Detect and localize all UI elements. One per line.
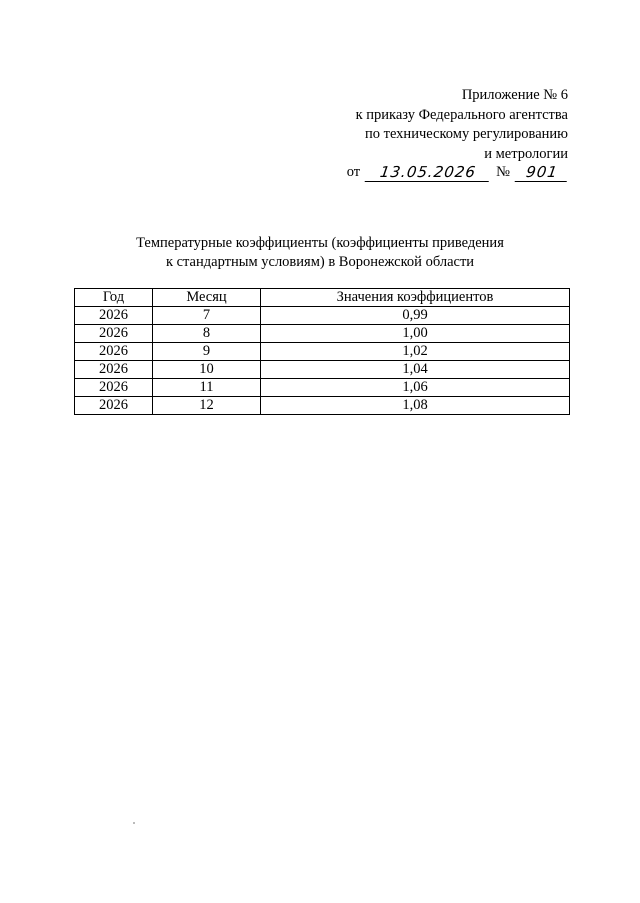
scan-speck [133,822,135,824]
cell-month: 9 [153,343,261,361]
cell-month: 11 [153,379,261,397]
cell-value: 1,04 [261,361,570,379]
header-month: Месяц [153,289,261,307]
cell-year: 2026 [75,397,153,415]
table-row [75,397,570,415]
document-title [0,234,640,272]
cell-value: 1,02 [261,343,570,361]
coefficients-table [74,288,570,415]
annex-number: Приложение № 6 [461,87,568,103]
cell-year: 2026 [75,343,153,361]
annex-header [356,86,568,164]
table-row [75,379,570,397]
cell-value: 0,99 [261,307,570,325]
cell-month: 10 [153,361,261,379]
header-value: Значения коэффициентов [261,289,570,307]
order-number: 901 [515,163,570,182]
table-row [75,325,570,343]
table-header-row [75,289,570,307]
cell-year: 2026 [75,307,153,325]
cell-value: 1,08 [261,397,570,415]
table-row [75,361,570,379]
order-date-number [347,162,568,182]
title-line-2: к стандартным условиям) в Воронежской области [165,254,475,270]
cell-year: 2026 [75,361,153,379]
order-date: 13.05.2026 [365,163,492,182]
table-row [75,307,570,325]
cell-month: 7 [153,307,261,325]
annex-agency-line-end: и метрологии [484,145,568,162]
cell-month: 12 [153,397,261,415]
cell-year: 2026 [75,325,153,343]
cell-value: 1,06 [261,379,570,397]
table-row [75,343,570,361]
cell-month: 8 [153,325,261,343]
title-line-1: Температурные коэффициенты (коэффициенты приведения [136,235,504,251]
header-year: Год [75,289,153,307]
annex-agency-line: по техническому регулированию [364,126,568,142]
cell-value: 1,00 [261,325,570,343]
annex-order-ref: к приказу Федерального агентства [355,106,568,123]
cell-year: 2026 [75,379,153,397]
from-label: от [346,164,361,180]
number-label: № [496,164,510,180]
